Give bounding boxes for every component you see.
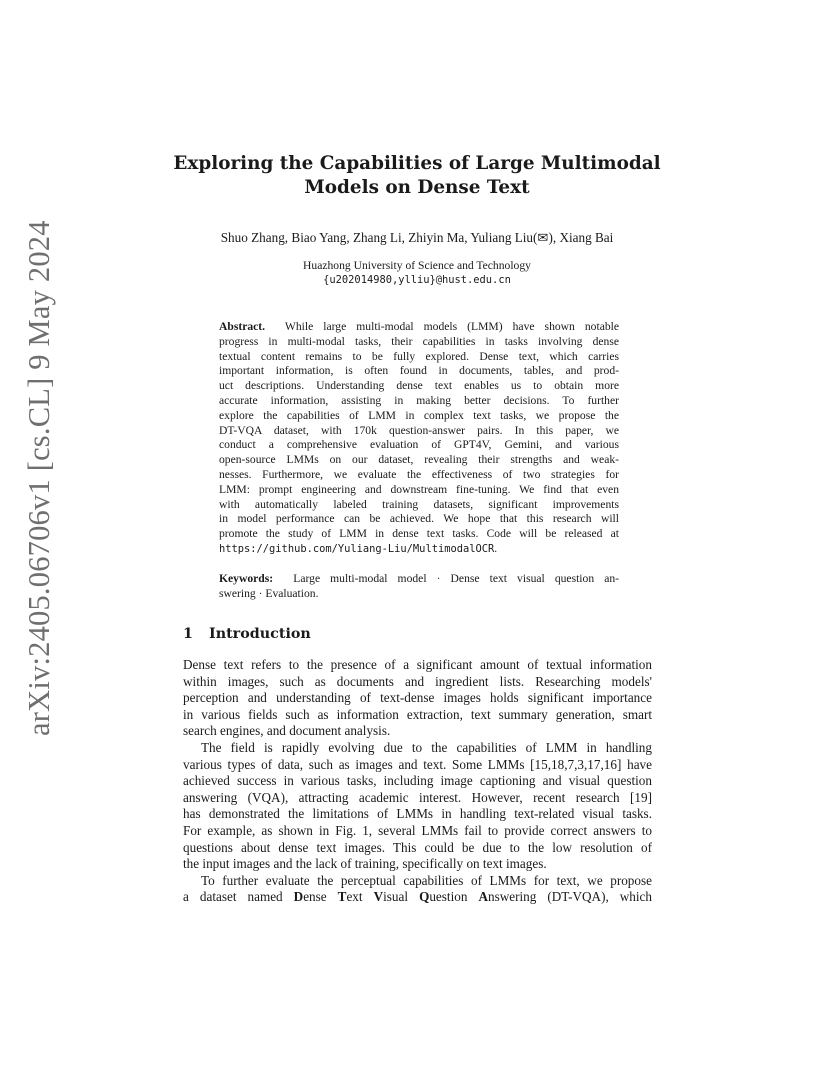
body-line: within images, such as documents and ingredient lists. Researching models' <box>183 673 652 689</box>
body-line: The field is rapidly evolving due to the capabilities of LMM in handling <box>201 739 652 755</box>
abstract-line: with automatically labeled training datasets, significant improvements <box>219 497 619 511</box>
body-text <box>183 657 652 906</box>
author-list: Shuo Zhang, Biao Yang, Zhang Li, Zhiyin Ma, Yuliang Liu(✉), Xiang Bai <box>220 230 614 245</box>
abstract-line: textual content remains to be fully explored. Dense text, which carries <box>219 349 619 363</box>
body-line: achieved success in various tasks, including image captioning and visual question <box>183 773 652 789</box>
body-line: answering (VQA), attracting academic interest. However, recent research [19] <box>183 789 652 805</box>
arxiv-identifier: arXiv:2405.06706v1 [cs.CL] 9 May 2024 <box>22 220 56 736</box>
abstract-line: explore the capabilities of LMM in complex text tasks, we propose the <box>219 408 619 422</box>
abstract-line: in model performance can be achieved. We hope that this research will <box>219 512 619 526</box>
abstract-line: DT-VQA dataset, with 170k question-answer pairs. In this paper, we <box>219 423 619 437</box>
abstract-line: nesses. Furthermore, we evaluate the effectiveness of two strategies for <box>219 467 619 481</box>
paper-title <box>150 152 684 200</box>
body-line: the input images and the lack of training, specifically on text images. <box>183 856 547 872</box>
abstract <box>219 320 619 557</box>
body-line: To further evaluate the perceptual capabilities of LMMs for text, we propose <box>201 872 652 888</box>
abstract-label: Abstract. <box>219 320 266 333</box>
abstract-line: uct descriptions. Understanding dense text enables us to obtain more <box>219 379 619 393</box>
body-line: For example, as shown in Fig. 1, several LMMs fail to provide correct answers to <box>183 822 652 838</box>
affiliation-block <box>150 258 684 288</box>
title-line: Exploring the Capabilities of Large Multimodal <box>173 153 661 174</box>
keywords <box>219 572 619 602</box>
section-heading <box>183 626 311 642</box>
body-line: a dataset named Dense Text Visual Question Answering (DT-VQA), which <box>183 889 652 905</box>
code-url-link[interactable]: https://github.com/Yuliang-Liu/MultimodalOCR <box>219 542 495 555</box>
abstract-line: promote the study of LMM in dense text tasks. Code will be released at <box>219 527 619 541</box>
keywords-line: swering · Evaluation. <box>219 586 319 600</box>
body-line: in various fields such as information extraction, text summary generation, smart <box>183 706 652 722</box>
body-line: Dense text refers to the presence of a significant amount of textual information <box>183 657 652 672</box>
abstract-line: open-source LMMs on our dataset, revealing their strengths and weak- <box>219 453 619 467</box>
section-title: Introduction <box>209 626 311 642</box>
affiliation: Huazhong University of Science and Technology <box>303 259 531 272</box>
abstract-line: important information, is often found in documents, tables, and prod- <box>219 364 619 378</box>
keywords-label: Keywords: <box>219 572 274 585</box>
abstract-line: Abstract. While large multi-modal models (LMM) have shown notable <box>219 320 619 333</box>
keywords-line: Keywords: Large multi-modal model · Dense text visual question an- <box>219 572 619 585</box>
abstract-line: accurate information, assisting in making better decisions. To further <box>219 393 619 407</box>
body-line: has demonstrated the limitations of LMMs in handling text-related visual tasks. <box>183 806 652 822</box>
body-line: perception and understanding of text-dense images holds significant importance <box>183 690 652 706</box>
abstract-line: conduct a comprehensive evaluation of GPT4V, Gemini, and various <box>219 438 619 452</box>
body-line: questions about dense text images. This could be due to the low resolution of <box>183 839 652 855</box>
body-line: various types of data, such as images and text. Some LMMs [15,18,7,3,17,16] have <box>183 756 652 772</box>
body-line: search engines, and document analysis. <box>183 723 391 739</box>
section-number: 1 <box>183 626 193 642</box>
abstract-line: https://github.com/Yuliang-Liu/MultimodalOCR. <box>219 541 498 555</box>
abstract-line: LMM: prompt engineering and downstream fine-tuning. We find that even <box>219 482 619 496</box>
title-line: Models on Dense Text <box>304 177 530 198</box>
abstract-line: progress in multi-modal tasks, their capabilities in tasks involving dense <box>219 334 619 348</box>
author-email: {u202014980,ylliu}@hust.edu.cn <box>323 274 511 286</box>
